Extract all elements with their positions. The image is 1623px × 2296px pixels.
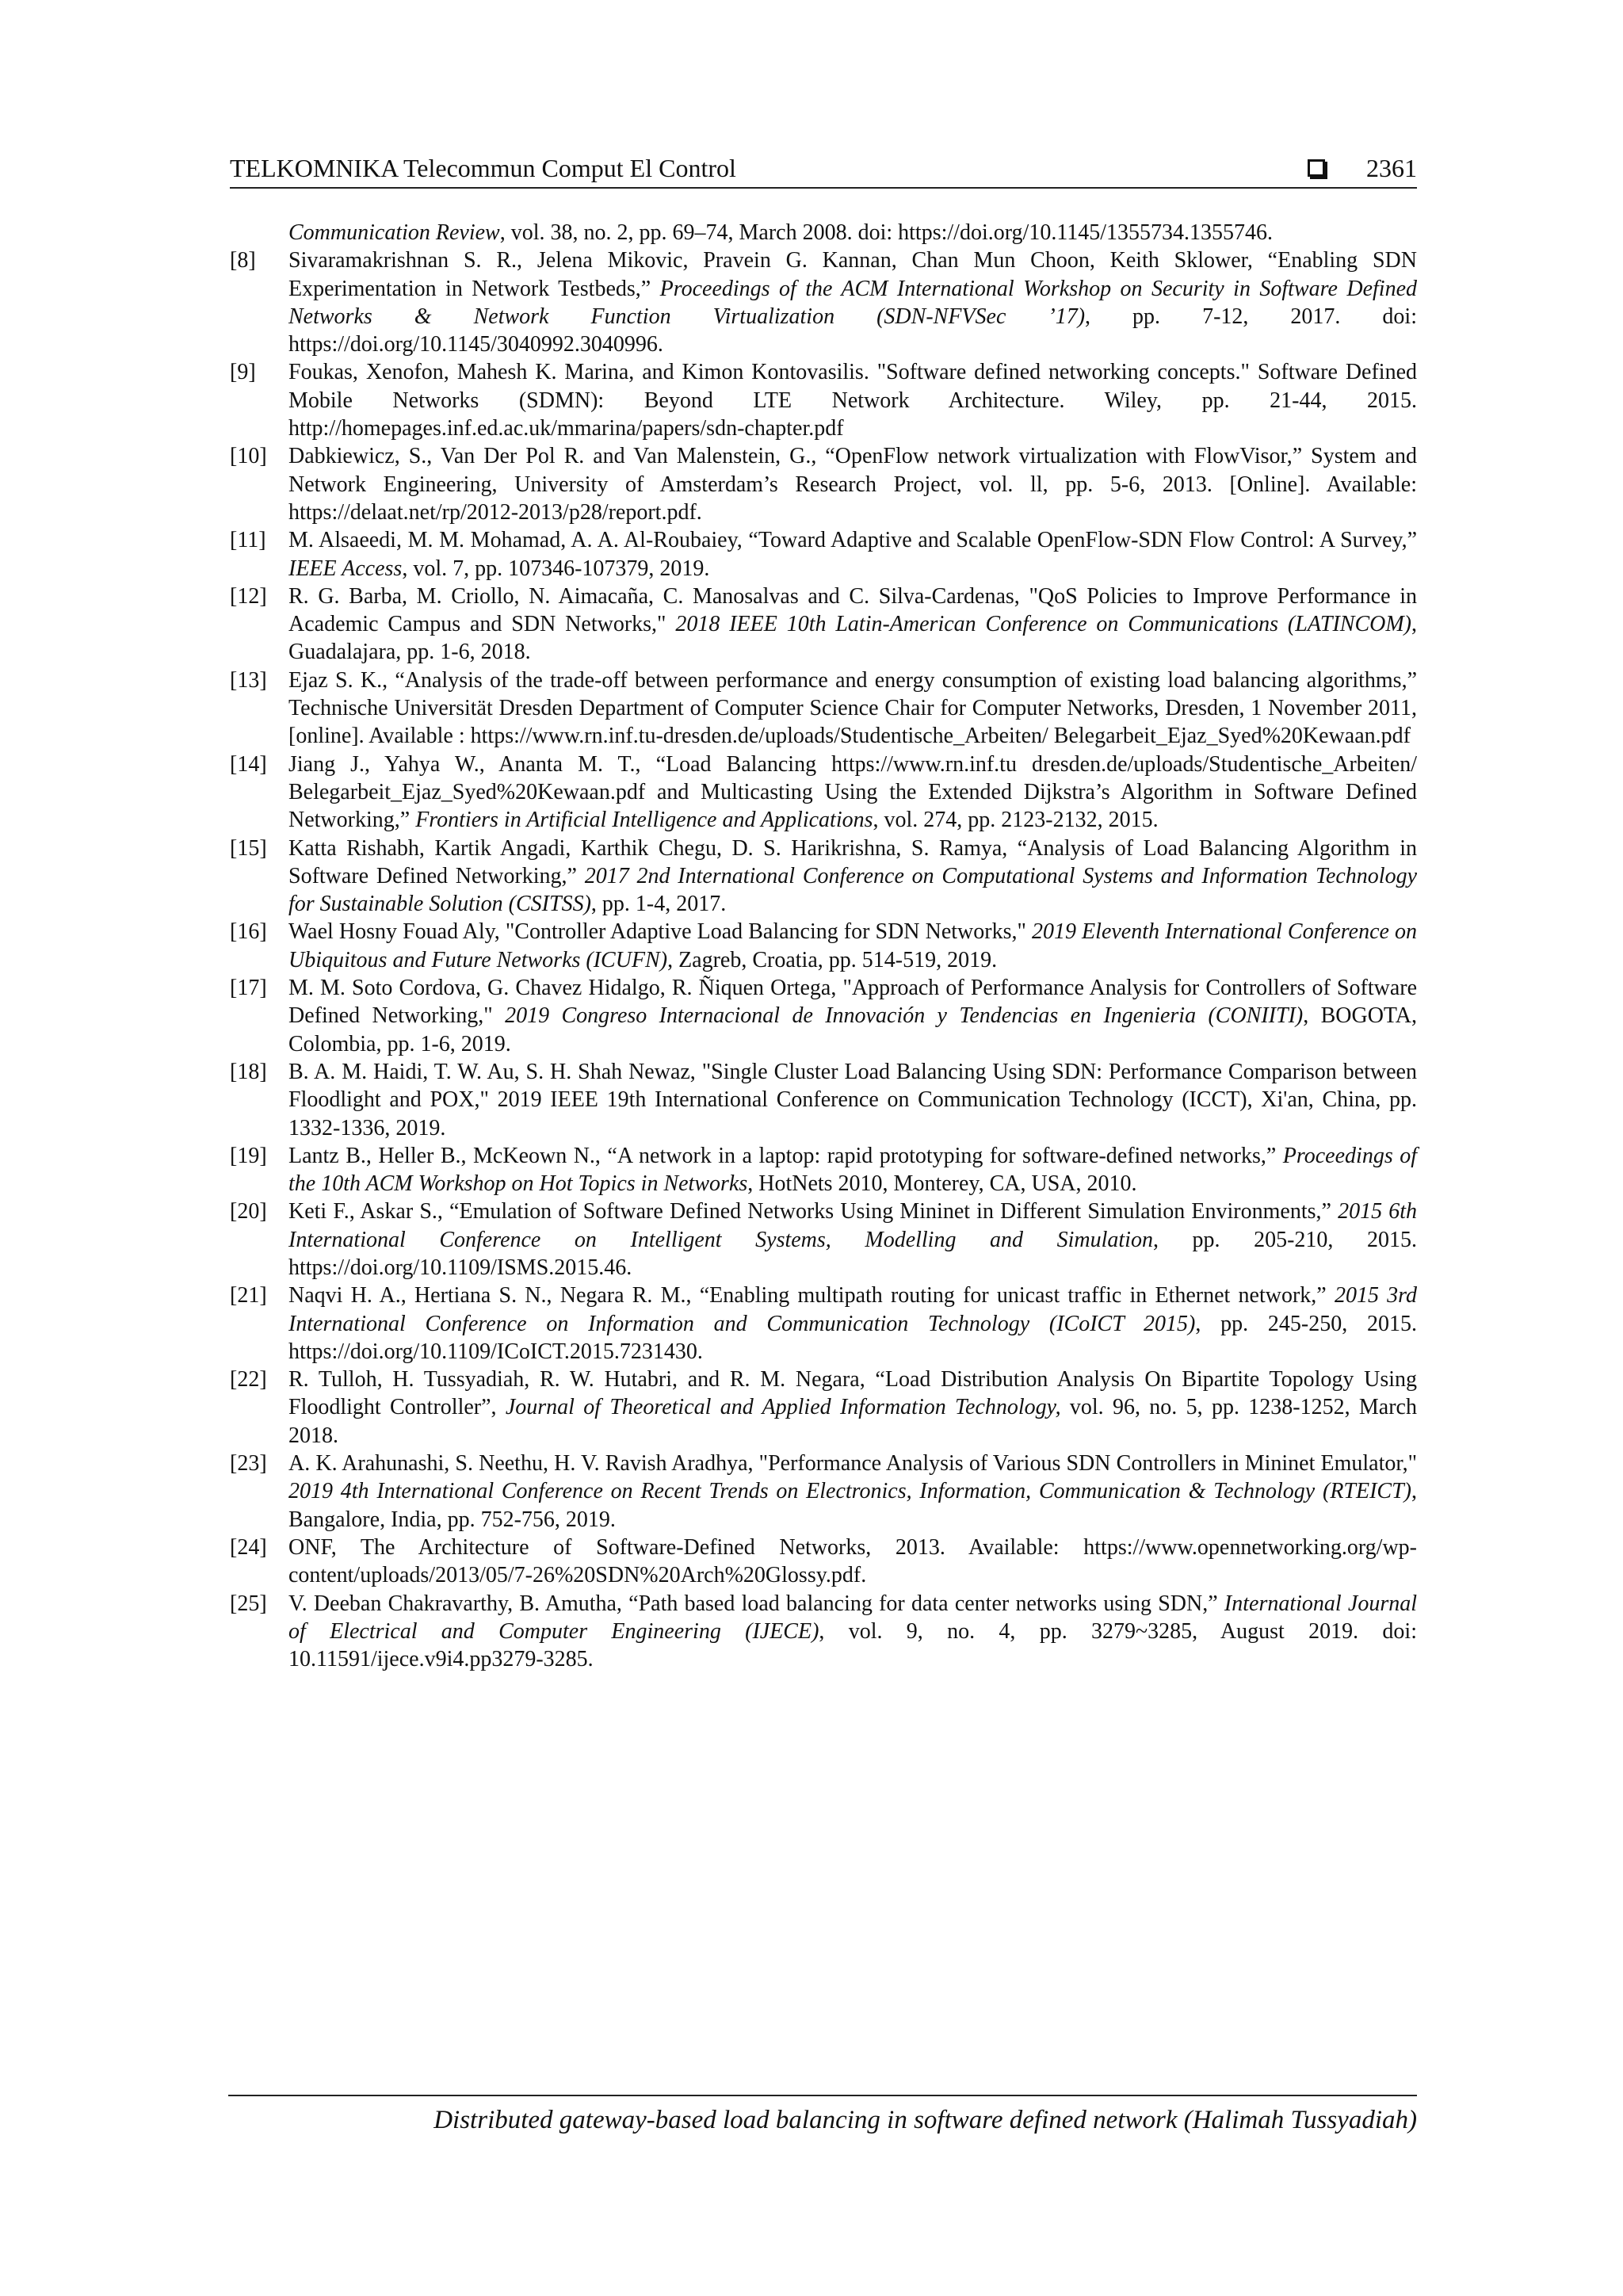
reference-venue: 2018 IEEE 10th Latin-American Conference on Communications (LATINCOM) [675, 612, 1412, 637]
reference-number: [25] [230, 1591, 267, 1616]
reference-venue: IEEE Access [288, 556, 403, 581]
reference-item [230, 1142, 1417, 1198]
reference-number: [14] [230, 751, 267, 777]
reference-text [288, 835, 1417, 919]
reference-number: [10] [230, 444, 267, 469]
reference-segment: Ejaz S. K., “Analysis of the trade-off between performance and energy consumption of existing load balancing algorithms,” Technische Universität Dresden Department of Computer Science Chair for Computer Networks, Dresden, 1 November 2011, [online]. Available : https://www.rn.inf.tu-dresden.de/uploads/Studentische_Arbeiten/ Belegarbeit_Ejaz_Syed%20Kewaan.pdf [288, 667, 1417, 749]
reference-item [230, 1450, 1417, 1534]
reference-segment: Wael Hosny Fouad Aly, "Controller Adaptive Load Balancing for SDN Networks," [288, 919, 1032, 945]
reference-item [230, 667, 1417, 751]
reference-venue: 2015 3rd International Conference on Information and Communication Technology (ICoICT 2015) [288, 1283, 1417, 1336]
reference-segment: Katta Rishabh, Kartik Angadi, Karthik Chegu, D. S. Harikrishna, S. Ramya, “Analysis of Load Balancing Algorithm in Software Defined Networking,” [288, 835, 1417, 888]
reference-number: [16] [230, 919, 267, 945]
reference-number: [20] [230, 1199, 267, 1224]
reference-segment: Dabkiewicz, S., Van Der Pol R. and Van Malenstein, G., “OpenFlow network virtualization with FlowVisor,” System and Network Engineering, University of Amsterdam’s Research Project, vol. ll, pp. 5-6, 2013. [Online]. Available: https://delaat.net/rp/2012-2013/p28/report.pdf. [288, 444, 1417, 525]
reference-venue: 2019 4th International Conference on Recent Trends on Electronics, Information, Communication & Technology (RTEICT) [288, 1479, 1411, 1504]
reference-segment: V. Deeban Chakravarthy, B. Amutha, “Path based load balancing for data center networks using SDN,” [288, 1591, 1224, 1616]
reference-venue: 2019 Eleventh International Conference on Ubiquitous and Future Networks (ICUFN) [288, 919, 1418, 972]
reference-segment: Jiang J., Yahya W., Ananta M. T., “Load Balancing https://www.rn.inf.tu dresden.de/uploads/Studentische_Arbeiten/ Belegarbeit_Ejaz_Syed%20Kewaan.pdf and Multicasting Using the Extended Dijkstra’s Algorithm in Software Defined Networking,” [288, 751, 1417, 833]
reference-segment: B. A. M. Haidi, T. W. Au, S. H. Shah Newaz, "Single Cluster Load Balancing Using SDN: Performance Comparison between Floodlight and POX," 2019 IEEE 19th International Conference on Communication Technology (ICCT), Xi'an, China, pp. 1332-1336, 2019. [288, 1059, 1417, 1140]
reference-item [230, 219, 1417, 246]
reference-item [230, 1282, 1417, 1366]
reference-segment: Lantz B., Heller B., McKeown N., “A network in a laptop: rapid prototyping for software-defined networks,” [288, 1143, 1283, 1168]
reference-number: [18] [230, 1059, 267, 1084]
reference-number: [15] [230, 835, 267, 861]
reference-segment: Sivaramakrishnan S. R., Jelena Mikovic, Pravein G. Kannan, Chan Mun Choon, Keith Sklower, “Enabling SDN Experimentation in Network Testbeds,” [288, 248, 1417, 301]
reference-segment: , pp. 205-210, 2015. https://doi.org/10.1109/ISMS.2015.46. [288, 1227, 1417, 1280]
reference-venue: Journal of Theoretical and Applied Information Technology, [505, 1395, 1061, 1420]
reference-segment: Naqvi H. A., Hertiana S. N., Negara R. M., “Enabling multipath routing for unicast traffic in Ethernet network,” [288, 1283, 1335, 1308]
journal-name: TELKOMNIKA Telecommun Comput El Control [230, 154, 736, 182]
reference-segment: , BOGOTA, Colombia, pp. 1-6, 2019. [288, 1003, 1417, 1056]
reference-number: [21] [230, 1283, 267, 1308]
reference-text [288, 667, 1417, 751]
reference-item [230, 246, 1417, 358]
reference-text [288, 1058, 1417, 1142]
reference-segment: R. Tulloh, H. Tussyadiah, R. W. Hutabri, and R. M. Negara, “Load Distribution Analysis On Bipartite Topology Using Floodlight Controller”, [288, 1367, 1417, 1420]
reference-text [288, 974, 1417, 1058]
reference-venue: Communication Review [288, 220, 500, 245]
reference-segment: R. G. Barba, M. Criollo, N. Aimacaña, C. Manosalvas and C. Silva-Cardenas, "QoS Policies to Improve Performance in Academic Campus and SDN Networks," [288, 583, 1417, 637]
reference-list [230, 219, 1417, 1673]
reference-segment: vol. 96, no. 5, pp. 1238-1252, March 2018. [288, 1395, 1417, 1448]
page-header [230, 152, 1417, 189]
page-number-box [1308, 152, 1417, 184]
reference-segment: Keti F., Askar S., “Emulation of Software Defined Networks Using Mininet in Different Simulation Environments,” [288, 1199, 1338, 1224]
reference-item [230, 583, 1417, 667]
reference-segment: M. M. Soto Cordova, G. Chavez Hidalgo, R. Ñiquen Ortega, "Approach of Performance Analysis for Controllers of Software Defined Networking," [288, 976, 1417, 1029]
page-number: 2361 [1366, 154, 1417, 182]
reference-segment: , HotNets 2010, Monterey, CA, USA, 2010. [747, 1171, 1137, 1197]
reference-segment: ONF, The Architecture of Software-Defined Networks, 2013. Available: https://www.opennetworking.org/wp-content/uploads/2013/05/7-26%20SDN%20Arch%20Glossy.pdf. [288, 1534, 1417, 1588]
reference-item [230, 918, 1417, 974]
reference-text [288, 1282, 1417, 1366]
reference-text [288, 246, 1417, 358]
reference-item [230, 835, 1417, 919]
reference-number: [11] [230, 528, 266, 553]
reference-text [288, 583, 1417, 667]
page-footer [228, 2095, 1417, 2134]
reference-number: [12] [230, 583, 267, 609]
reference-text [288, 1198, 1417, 1282]
reference-text [288, 526, 1417, 583]
reference-venue: International Journal of Electrical and Computer Engineering (IJECE) [288, 1591, 1418, 1644]
reference-text [288, 1142, 1417, 1198]
footer-title: Distributed gateway-based load balancing in software defined network (Halimah Tussyadiah) [433, 2106, 1417, 2134]
reference-segment: M. Alsaeedi, M. M. Mohamad, A. A. Al-Roubaiey, “Toward Adaptive and Scalable OpenFlow-SDN Flow Control: A Survey,” [288, 528, 1417, 553]
reference-segment: , Bangalore, India, pp. 752-756, 2019. [288, 1479, 1417, 1532]
reference-item [230, 358, 1417, 442]
reference-item [230, 442, 1417, 526]
reference-segment: , Guadalajara, pp. 1-6, 2018. [288, 612, 1418, 665]
reference-segment: A. K. Arahunashi, S. Neethu, H. V. Ravish Aradhya, "Performance Analysis of Various SDN Controllers in Mininet Emulator," [288, 1451, 1417, 1477]
checkbox-square-icon [1308, 159, 1325, 177]
reference-segment: , vol. 9, no. 4, pp. 3279~3285, August 2019. doi: 10.11591/ijece.v9i4.pp3279-3285. [288, 1618, 1417, 1672]
reference-number: [9] [230, 360, 256, 385]
reference-item [230, 1534, 1417, 1590]
reference-number: [22] [230, 1367, 267, 1392]
reference-text [288, 1590, 1417, 1674]
reference-segment: , vol. 7, pp. 107346-107379, 2019. [402, 556, 710, 581]
reference-item [230, 1058, 1417, 1142]
reference-number: [17] [230, 976, 267, 1001]
reference-venue: Frontiers in Artificial Intelligence and Applications [415, 808, 873, 833]
reference-number: [23] [230, 1451, 267, 1477]
reference-venue: Proceedings of the ACM International Workshop on Security in Software Defined Networks & Network Function Virtualization (SDN-NFVSec ’17) [288, 276, 1417, 329]
reference-venue: 2019 Congreso Internacional de Innovación y Tendencias en Ingenieria (CONIITI) [505, 1003, 1304, 1029]
reference-segment: , vol. 38, no. 2, pp. 69–74, March 2008. doi: https://doi.org/10.1145/1355734.1355746. [499, 220, 1274, 245]
reference-segment: , pp. 7-12, 2017. doi: https://doi.org/10.1145/3040992.3040996. [288, 304, 1417, 357]
reference-text [230, 219, 1417, 246]
reference-item [230, 1590, 1417, 1674]
reference-item [230, 751, 1417, 835]
reference-text [288, 1534, 1417, 1590]
reference-number: [24] [230, 1534, 267, 1560]
reference-venue: 2015 6th International Conference on Intelligent Systems, Modelling and Simulation [288, 1199, 1418, 1252]
reference-venue: Proceedings of the 10th ACM Workshop on Hot Topics in Networks [288, 1143, 1417, 1197]
reference-text [288, 751, 1417, 835]
reference-number: [19] [230, 1143, 267, 1168]
reference-text [288, 358, 1417, 442]
reference-text [288, 442, 1417, 526]
reference-venue: 2017 2nd International Conference on Computational Systems and Information Technology for Sustainable Solution (CSITSS) [288, 863, 1418, 917]
reference-item [230, 1198, 1417, 1282]
reference-text [288, 1366, 1417, 1450]
reference-segment: Foukas, Xenofon, Mahesh K. Marina, and Kimon Kontovasilis. "Software defined networking concepts." Software Defined Mobile Networks (SDMN): Beyond LTE Network Architecture. Wiley, pp. 21-44, 2015. http://homepages.inf.ed.ac.uk/mmarina/papers/sdn-chapter.pdf [288, 360, 1417, 441]
reference-segment: , pp. 1-4, 2017. [590, 892, 727, 917]
reference-item [230, 1366, 1417, 1450]
reference-text [288, 918, 1417, 974]
reference-number: [8] [230, 248, 256, 273]
reference-segment: , pp. 245-250, 2015. https://doi.org/10.1109/ICoICT.2015.7231430. [288, 1311, 1418, 1364]
reference-segment: , Zagreb, Croatia, pp. 514-519, 2019. [667, 947, 998, 972]
reference-segment: , vol. 274, pp. 2123-2132, 2015. [873, 808, 1159, 833]
reference-text [288, 1450, 1417, 1534]
reference-item [230, 974, 1417, 1058]
reference-number: [13] [230, 667, 267, 693]
reference-item [230, 526, 1417, 583]
